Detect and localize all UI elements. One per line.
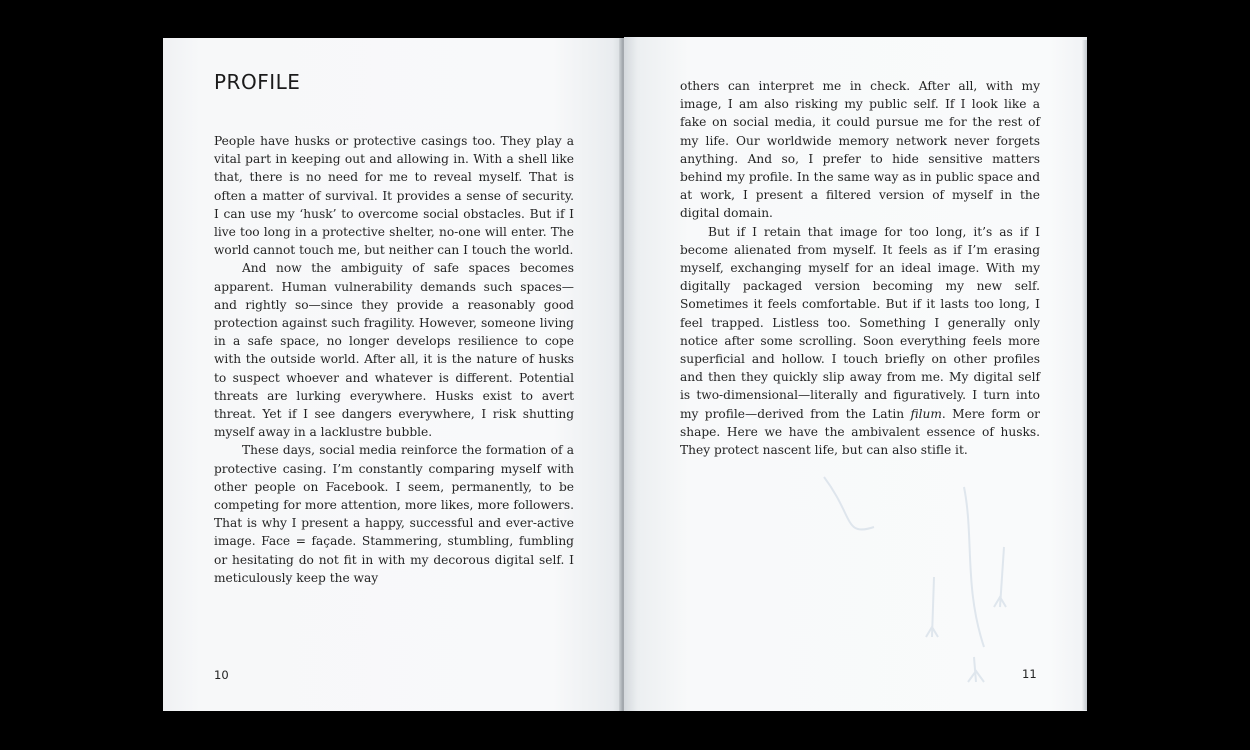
paragraph-text: . Mere form or shape. Here we have the ambivalent essence of husks. They protect nascent life, but can also stifle it. <box>680 406 1040 458</box>
page-edge <box>1082 40 1087 710</box>
body-paragraph <box>680 223 1040 460</box>
italic-term: filum <box>910 406 942 421</box>
right-page <box>624 37 1087 711</box>
body-paragraph: others can interpret me in check. After all, with my image, I am also risking my public self. If I look like a fake on social media, it could pursue me for the rest of my life. Our worldwide memory network never forgets anything. And so, I prefer to hide sensitive matters behind my profile. In the same way as in public space and at work, I present a filtered version of myself in the digital domain. <box>680 79 1040 221</box>
body-paragraph: These days, social media reinforce the formation of a protective casing. I’m constantly comparing myself with other people on Facebook. I seem, permanently, to be competing for more attention, more likes, more followers. That is why I present a happy, successful and ever-active image. Face = façade. Stammering, stumbling, fumbling or hesitating do not fit in with my decorous digital self. I meticulously keep the way <box>214 443 574 585</box>
chapter-heading: PROFILE <box>214 70 301 94</box>
left-page-body <box>214 132 574 587</box>
page-number-right: 11 <box>1022 667 1037 681</box>
right-page-body <box>680 77 1040 459</box>
body-paragraph: And now the ambiguity of safe spaces becomes apparent. Human vulnerability demands such spaces—and rightly so—since they provide a reasonably good protection against such fragility. However, someone living in a safe space, no longer develops resilience to cope with the outside world. After all, it is the nature of husks to suspect whoever and whatever is different. Potential threats are lurking everywhere. Husks exist to avert threat. Yet if I see dangers everywhere, I risk shutting myself away in a lacklustre bubble. <box>214 261 574 440</box>
left-page <box>163 38 622 711</box>
paragraph-text: But if I retain that image for too long, it’s as if I become alienated from myself. It feels as if I’m erasing myself, exchanging myself for an ideal image. With my digitally packaged version becoming my new self. Sometimes it feels comfortable. But if it lasts too long, I feel trapped. Listless too. Something I generally only notice after some scrolling. Soon everything feels more superficial and hollow. I touch briefly on other profiles and then they quickly slip away from me. My digital self is two-dimensional—literally and figuratively. I turn into my profile—derived from the Latin <box>680 224 1040 421</box>
body-paragraph: People have husks or protective casings too. They play a vital part in keeping out and allowing in. With a shell like that, there is no need for me to reveal myself. That is often a matter of survival. It provides a sense of security. I can use my ‘husk’ to overcome social obstacles. But if I live too long in a protective shelter, no-one will enter. The world cannot touch me, but neither can I touch the world. <box>214 134 574 258</box>
page-number-left: 10 <box>214 668 229 682</box>
faint-drawing-show-through <box>814 457 1034 697</box>
